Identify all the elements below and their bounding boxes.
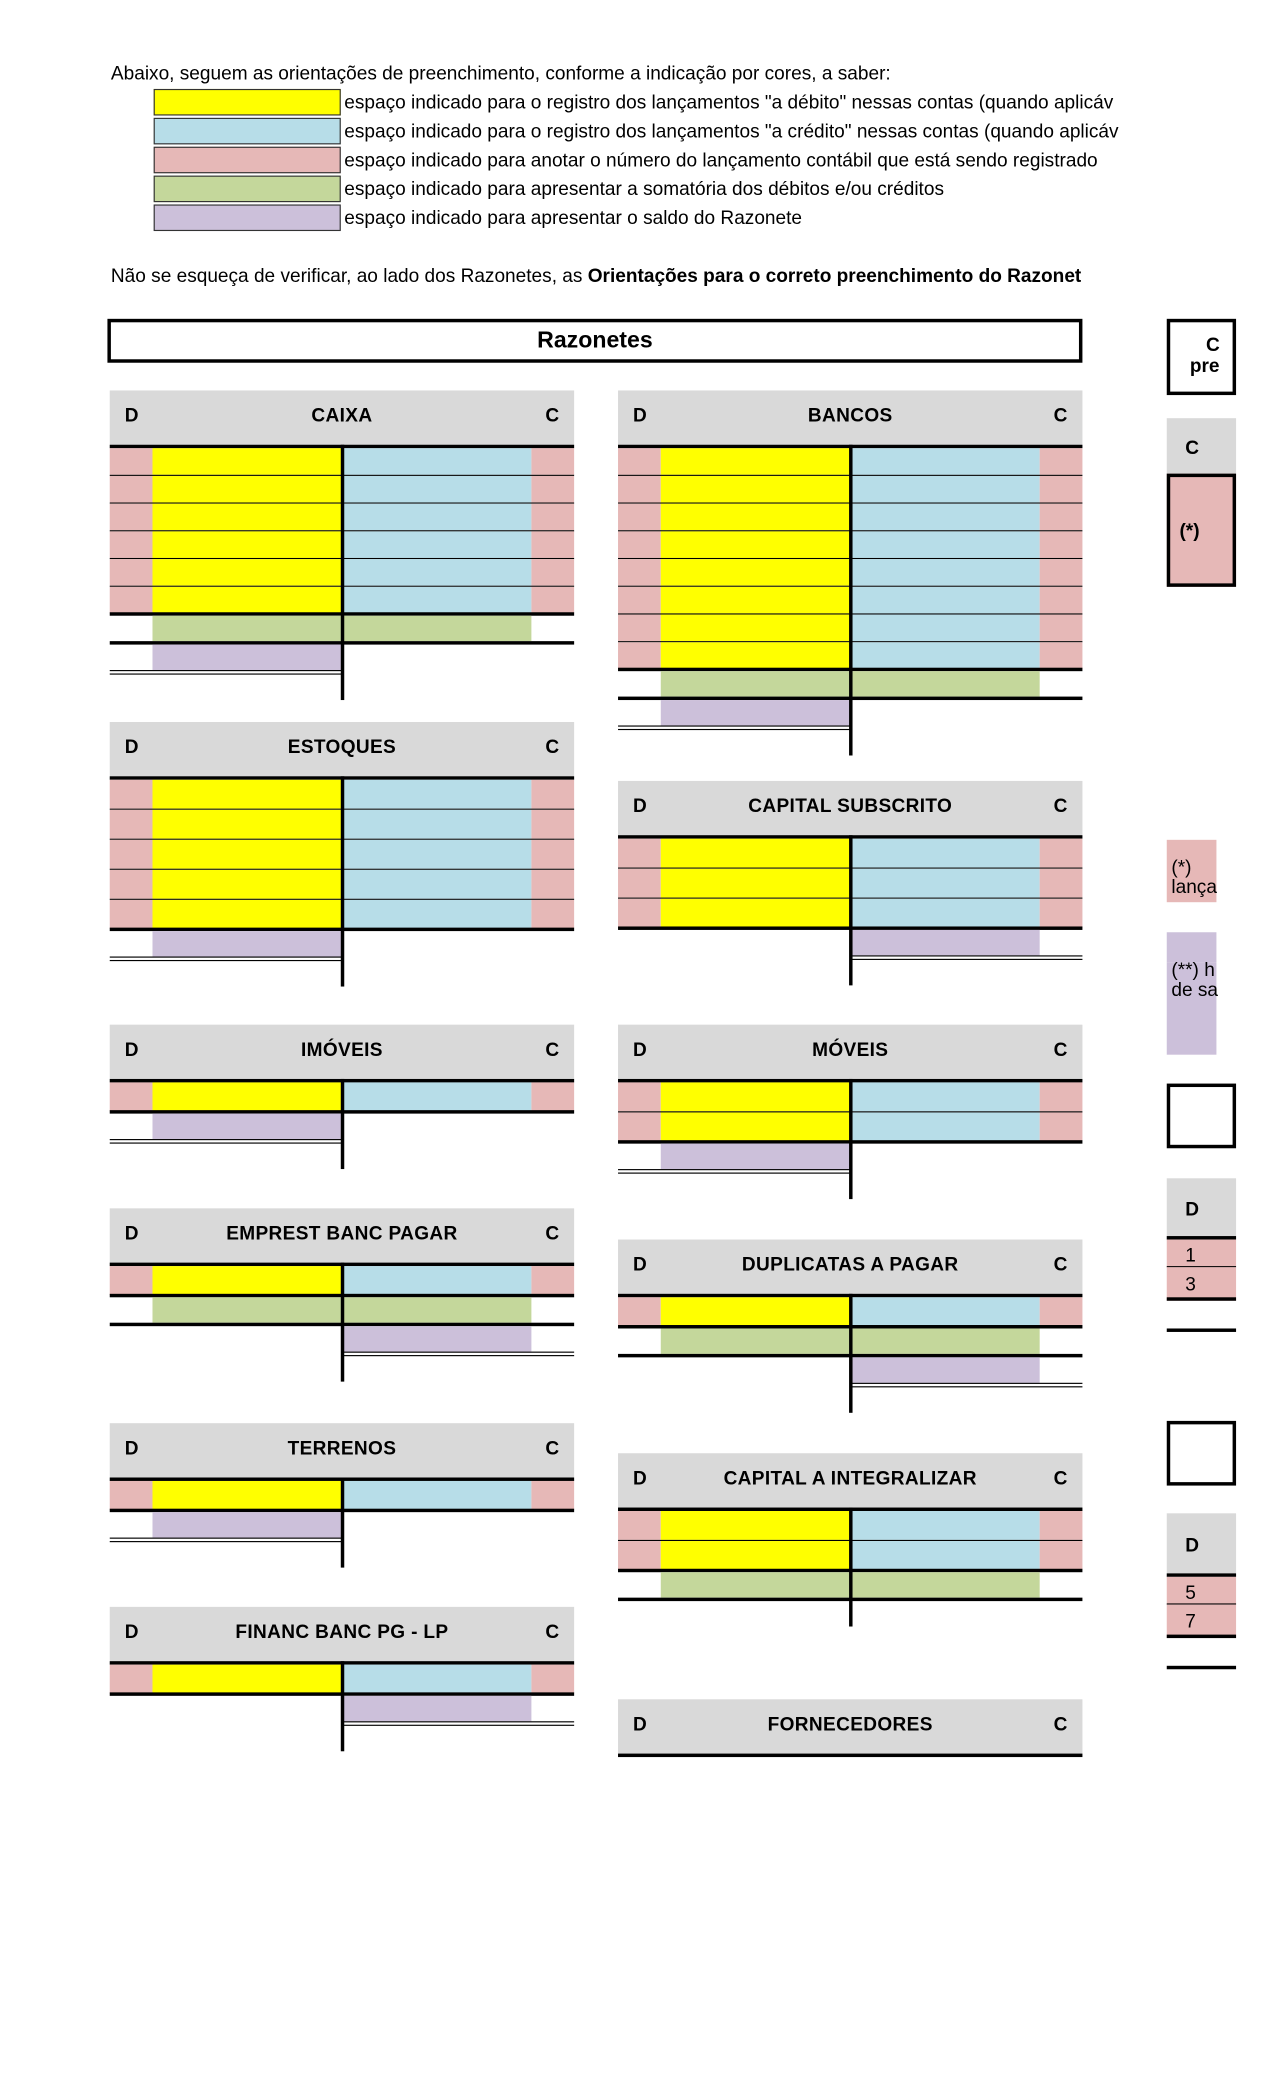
- t-account-center-line: [849, 445, 852, 756]
- t-account-center-line: [341, 1079, 344, 1169]
- entry-number-cell: [531, 1266, 574, 1295]
- debit-label: D: [633, 1254, 647, 1276]
- guidance-box-1: [1167, 1084, 1217, 1149]
- balance-double-line: [110, 1142, 342, 1143]
- legend-swatch-credit: [154, 118, 341, 145]
- legend-swatch-debit: [154, 89, 341, 116]
- credit-cell: [342, 559, 531, 586]
- entry-number-cell: [531, 900, 574, 929]
- legend-text-entry-number: espaço indicado para anotar o número do lançamento contábil que está sendo registrado: [344, 150, 1098, 171]
- entry-number-cell: [110, 1665, 153, 1694]
- entry-number-cell: [1040, 869, 1083, 898]
- debit-cell: [661, 869, 850, 898]
- legend-text-balance: espaço indicado para apresentar o saldo do Razonete: [344, 207, 803, 229]
- debit-cell: [152, 840, 341, 869]
- guidance-example-2: [1167, 1513, 1217, 1672]
- entry-number-cell: [618, 839, 661, 868]
- guidance-header-line1: C: [1206, 335, 1220, 356]
- debit-balance-cell: [152, 645, 341, 670]
- credit-sum-cell: [850, 1572, 1039, 1597]
- entry-number-cell: [618, 448, 661, 475]
- t-account-center-line: [849, 835, 852, 985]
- credit-cell: [850, 1112, 1039, 1141]
- balance-double-line: [618, 725, 850, 726]
- credit-cell: [342, 1082, 531, 1111]
- credit-cell: [342, 900, 531, 929]
- balance-double-line: [110, 673, 342, 674]
- credit-label: C: [545, 737, 560, 758]
- entry-number-cell: [618, 504, 661, 531]
- credit-sum-cell: [850, 671, 1039, 696]
- entry-number-cell: [618, 587, 661, 614]
- balance-double-line: [342, 1355, 574, 1356]
- entry-number-cell: [1040, 899, 1083, 928]
- entry-number-cell: [618, 531, 661, 558]
- debit-cell: [152, 900, 341, 929]
- t-account-center-line: [849, 1294, 852, 1413]
- entry-number-cell: [1040, 1297, 1083, 1326]
- debit-sum-cell: [661, 1572, 850, 1597]
- legend-text-credit: espaço indicado para o registro dos lançamentos "a crédito" nessas contas (quando aplicáv: [344, 121, 1119, 143]
- account-title: EMPREST BANC PAGAR: [226, 1223, 458, 1245]
- balance-double-line: [342, 1352, 574, 1353]
- account-title: CAPITAL A INTEGRALIZAR: [723, 1468, 977, 1490]
- entry-number-cell: [110, 900, 153, 929]
- entry-number-cell: [531, 1665, 574, 1694]
- entry-number-cell: [618, 1297, 661, 1326]
- debit-label: D: [633, 405, 647, 427]
- entry-number-cell: [1040, 642, 1083, 669]
- debit-cell: [661, 1297, 850, 1326]
- entry-number-cell: [110, 504, 153, 531]
- credit-cell: [850, 448, 1039, 475]
- entry-number-cell: [618, 1511, 661, 1540]
- account-title: FINANC BANC PG - LP: [235, 1621, 449, 1643]
- credit-label: C: [545, 1223, 560, 1245]
- debit-label: D: [124, 1621, 139, 1643]
- credit-label: C: [545, 1621, 560, 1643]
- entry-number-cell: [531, 1082, 574, 1111]
- t-account-header: [110, 390, 574, 448]
- debit-cell: [152, 1665, 341, 1694]
- guidance-header-line2: pre: [1189, 355, 1220, 377]
- credit-sum-cell: [850, 1328, 1039, 1353]
- balance-double-line: [342, 1721, 574, 1722]
- entry-number-cell: [1040, 839, 1083, 868]
- intro-text: Abaixo, seguem as orientações de preenchimento, conforme a indicação por cores, a saber:: [110, 63, 891, 85]
- section-title: [107, 319, 1082, 363]
- entry-number-cell: [1040, 531, 1083, 558]
- debit-label: D: [633, 1039, 647, 1061]
- credit-cell: [850, 1541, 1039, 1570]
- balance-double-line: [850, 959, 1082, 960]
- guidance-example-1: [1167, 1178, 1217, 1334]
- debit-cell: [661, 531, 850, 558]
- entry-number-cell: [531, 448, 574, 475]
- entry-number-cell: [110, 476, 153, 503]
- credit-label: C: [1053, 405, 1068, 427]
- credit-sum-cell: [342, 1297, 531, 1322]
- entry-number-cell: [1040, 504, 1083, 531]
- guidance-example-1-d: D: [1185, 1199, 1200, 1220]
- entry-number-cell: [1040, 587, 1083, 614]
- debit-sum-cell: [152, 1297, 341, 1322]
- guidance-example-1-line: [1167, 1328, 1236, 1331]
- balance-double-line: [850, 1386, 1082, 1387]
- credit-cell: [850, 642, 1039, 669]
- balance-double-line: [110, 960, 342, 961]
- credit-label: C: [1053, 1039, 1068, 1061]
- credit-cell: [850, 504, 1039, 531]
- debit-cell: [661, 504, 850, 531]
- debit-cell: [661, 559, 850, 586]
- guidance-example-2-row2: 7: [1185, 1611, 1196, 1633]
- t-account-header: [618, 1025, 1082, 1083]
- credit-balance-cell: [342, 1326, 531, 1351]
- account-title: CAIXA: [311, 405, 373, 427]
- entry-number-cell: [618, 899, 661, 928]
- balance-double-line: [618, 1169, 850, 1170]
- guidance-example-1-row: [1167, 1240, 1236, 1268]
- credit-cell: [850, 615, 1039, 642]
- account-title: CAPITAL SUBSCRITO: [748, 795, 953, 817]
- balance-double-line: [618, 729, 850, 730]
- legend-swatch-entry-number: [154, 147, 341, 174]
- t-account-header: [110, 722, 574, 780]
- entry-number-cell: [618, 615, 661, 642]
- entry-number-cell: [1040, 1082, 1083, 1111]
- entry-number-cell: [110, 559, 153, 586]
- entry-number-cell: [110, 780, 153, 809]
- guidance-header-clip: [1167, 319, 1220, 395]
- t-account-center-line: [341, 1263, 344, 1382]
- guidance-example-1-row: [1167, 1267, 1236, 1301]
- entry-number-cell: [1040, 1511, 1083, 1540]
- debit-cell: [661, 1082, 850, 1111]
- credit-cell: [850, 476, 1039, 503]
- t-account-header: [618, 1240, 1082, 1298]
- entry-number-cell: [110, 531, 153, 558]
- guidance-example-1-row2: 3: [1185, 1274, 1196, 1295]
- credit-sum-cell: [342, 616, 531, 641]
- credit-cell: [850, 869, 1039, 898]
- guidance-note1-line1: (*): [1171, 857, 1192, 878]
- debit-sum-cell: [661, 671, 850, 696]
- credit-label: C: [545, 1039, 560, 1061]
- debit-cell: [661, 839, 850, 868]
- credit-cell: [342, 810, 531, 839]
- entry-number-cell: [110, 448, 153, 475]
- debit-label: D: [124, 1039, 139, 1061]
- balance-double-line: [110, 670, 342, 671]
- credit-label: C: [1053, 1468, 1068, 1490]
- t-account-center-line: [341, 445, 344, 700]
- debit-sum-cell: [661, 1328, 850, 1353]
- credit-balance-cell: [342, 1696, 531, 1721]
- guidance-example-1-row1: 1: [1185, 1245, 1196, 1267]
- debit-cell: [152, 1082, 341, 1111]
- account-title: MÓVEIS: [812, 1039, 889, 1061]
- entry-number-cell: [618, 1112, 661, 1141]
- debit-cell: [152, 476, 341, 503]
- credit-balance-cell: [850, 930, 1039, 955]
- debit-cell: [152, 780, 341, 809]
- guidance-note2-line1: (**) h: [1171, 959, 1215, 981]
- t-account-center-line: [341, 1661, 344, 1751]
- debit-balance-cell: [661, 700, 850, 725]
- entry-number-cell: [1040, 615, 1083, 642]
- entry-number-cell: [531, 559, 574, 586]
- guidance-example-2-row: [1167, 1577, 1236, 1605]
- balance-double-line: [342, 1725, 574, 1726]
- credit-label: C: [545, 405, 560, 427]
- debit-cell: [152, 1481, 341, 1510]
- debit-cell: [661, 1511, 850, 1540]
- guidance-example-1-header: [1167, 1178, 1236, 1239]
- debit-cell: [661, 1112, 850, 1141]
- guidance-asterisk-box: [1167, 474, 1236, 587]
- credit-cell: [342, 870, 531, 899]
- entry-number-cell: [1040, 448, 1083, 475]
- entry-number-cell: [1040, 1112, 1083, 1141]
- balance-double-line: [110, 1541, 342, 1542]
- guidance-box-2-frame: [1167, 1421, 1236, 1486]
- t-account-header: [110, 1025, 574, 1083]
- guidance-example-header: [1167, 418, 1236, 473]
- account-title: BANCOS: [807, 405, 893, 427]
- debit-balance-cell: [152, 1512, 341, 1537]
- credit-cell: [342, 1266, 531, 1295]
- guidance-example-2-line: [1167, 1666, 1236, 1669]
- credit-cell: [850, 531, 1039, 558]
- legend-text-debit: espaço indicado para o registro dos lançamentos "a débito" nessas contas (quando aplicáv: [344, 92, 1114, 114]
- debit-balance-cell: [152, 1114, 341, 1139]
- guidance-asterisk: (*): [1179, 520, 1200, 542]
- t-account-header: [110, 1208, 574, 1266]
- t-account-center-line: [849, 1079, 852, 1199]
- credit-label: C: [1053, 1254, 1068, 1276]
- debit-cell: [152, 531, 341, 558]
- entry-number-cell: [531, 810, 574, 839]
- credit-cell: [850, 899, 1039, 928]
- account-title: FORNECEDORES: [767, 1714, 933, 1736]
- entry-number-cell: [110, 587, 153, 614]
- entry-number-cell: [618, 869, 661, 898]
- t-account-center-line: [341, 776, 344, 986]
- account-title: IMÓVEIS: [301, 1039, 383, 1061]
- debit-label: D: [633, 1714, 647, 1736]
- debit-label: D: [124, 405, 139, 427]
- section-title-text: Razonetes: [537, 327, 653, 353]
- credit-cell: [342, 476, 531, 503]
- entry-number-cell: [110, 1266, 153, 1295]
- entry-number-cell: [618, 1541, 661, 1570]
- debit-label: D: [124, 1223, 139, 1245]
- account-title: TERRENOS: [287, 1438, 397, 1460]
- debit-label: D: [124, 737, 139, 758]
- entry-number-cell: [531, 840, 574, 869]
- guidance-example-2-row: [1167, 1605, 1236, 1639]
- balance-double-line: [110, 1538, 342, 1539]
- credit-cell: [850, 559, 1039, 586]
- debit-cell: [661, 642, 850, 669]
- entry-number-cell: [110, 810, 153, 839]
- debit-label: D: [633, 795, 647, 817]
- guidance-note2-band: [1167, 932, 1217, 962]
- guidance-example-2-row1: 5: [1185, 1582, 1196, 1604]
- t-account-center-line: [849, 1508, 852, 1627]
- entry-number-cell: [110, 1481, 153, 1510]
- debit-balance-cell: [152, 931, 341, 956]
- debit-cell: [661, 899, 850, 928]
- guidance-box-2: [1167, 1421, 1217, 1486]
- credit-cell: [342, 1481, 531, 1510]
- credit-label: C: [1053, 795, 1068, 817]
- account-title: ESTOQUES: [287, 737, 397, 758]
- t-account-header: [618, 1699, 1082, 1757]
- debit-cell: [152, 587, 341, 614]
- entry-number-cell: [531, 476, 574, 503]
- guidance-note1: [1167, 840, 1217, 902]
- t-account-header: [110, 1423, 574, 1481]
- debit-label: D: [633, 1468, 647, 1490]
- balance-double-line: [110, 957, 342, 958]
- credit-cell: [342, 504, 531, 531]
- debit-cell: [152, 504, 341, 531]
- guidance-box-1-frame: [1167, 1084, 1236, 1149]
- credit-cell: [850, 1082, 1039, 1111]
- entry-number-cell: [531, 1481, 574, 1510]
- legend-text-sum: espaço indicado para apresentar a somatória dos débitos e/ou créditos: [344, 179, 944, 200]
- balance-double-line: [850, 1383, 1082, 1384]
- t-account-center-line: [341, 1478, 344, 1568]
- entry-number-cell: [618, 476, 661, 503]
- t-account-header: [618, 390, 1082, 448]
- account-title: DUPLICATAS A PAGAR: [741, 1254, 959, 1276]
- entry-number-cell: [1040, 476, 1083, 503]
- note-bold: Orientações para o correto preenchimento do Razonet: [587, 265, 1082, 287]
- debit-cell: [661, 1541, 850, 1570]
- balance-double-line: [110, 1139, 342, 1140]
- credit-cell: [342, 448, 531, 475]
- debit-cell: [661, 615, 850, 642]
- guidance-c-label: C: [1185, 437, 1200, 459]
- entry-number-cell: [531, 870, 574, 899]
- entry-number-cell: [531, 531, 574, 558]
- entry-number-cell: [1040, 1541, 1083, 1570]
- credit-cell: [850, 839, 1039, 868]
- debit-cell: [152, 810, 341, 839]
- credit-cell: [342, 840, 531, 869]
- guidance-example-clip: [1167, 418, 1217, 591]
- t-account-header: [618, 1453, 1082, 1511]
- debit-cell: [661, 587, 850, 614]
- debit-cell: [661, 448, 850, 475]
- guidance-note2: [1167, 959, 1219, 1054]
- debit-cell: [152, 870, 341, 899]
- t-account-header: [110, 1607, 574, 1665]
- entry-number-cell: [531, 587, 574, 614]
- entry-number-cell: [618, 559, 661, 586]
- entry-number-cell: [110, 1082, 153, 1111]
- entry-number-cell: [618, 642, 661, 669]
- legend-swatch-balance: [154, 204, 341, 231]
- credit-cell: [342, 531, 531, 558]
- legend-swatch-sum: [154, 176, 341, 203]
- entry-number-cell: [110, 840, 153, 869]
- credit-label: C: [1053, 1714, 1068, 1736]
- instructions-note: [111, 266, 1217, 288]
- entry-number-cell: [110, 870, 153, 899]
- balance-double-line: [618, 1173, 850, 1174]
- debit-cell: [152, 1266, 341, 1295]
- guidance-note2-line2: de sa: [1171, 979, 1219, 1001]
- debit-balance-cell: [661, 1144, 850, 1169]
- credit-cell: [342, 587, 531, 614]
- guidance-note1-line2: lança: [1171, 876, 1217, 898]
- debit-cell: [661, 476, 850, 503]
- credit-cell: [342, 1665, 531, 1694]
- balance-double-line: [850, 955, 1082, 956]
- credit-label: C: [545, 1438, 560, 1460]
- credit-balance-cell: [850, 1357, 1039, 1382]
- debit-cell: [152, 448, 341, 475]
- credit-cell: [850, 587, 1039, 614]
- t-account-header: [618, 781, 1082, 839]
- note-prefix: Não se esqueça de verificar, ao lado dos Razonetes, as: [110, 265, 588, 287]
- debit-cell: [152, 559, 341, 586]
- debit-sum-cell: [152, 616, 341, 641]
- entry-number-cell: [531, 504, 574, 531]
- guidance-example-2-header: [1167, 1513, 1236, 1577]
- guidance-example-2-d: D: [1185, 1535, 1200, 1557]
- entry-number-cell: [531, 780, 574, 809]
- entry-number-cell: [618, 1082, 661, 1111]
- credit-cell: [850, 1297, 1039, 1326]
- entry-number-cell: [1040, 559, 1083, 586]
- credit-cell: [342, 780, 531, 809]
- debit-label: D: [124, 1438, 139, 1460]
- credit-cell: [850, 1511, 1039, 1540]
